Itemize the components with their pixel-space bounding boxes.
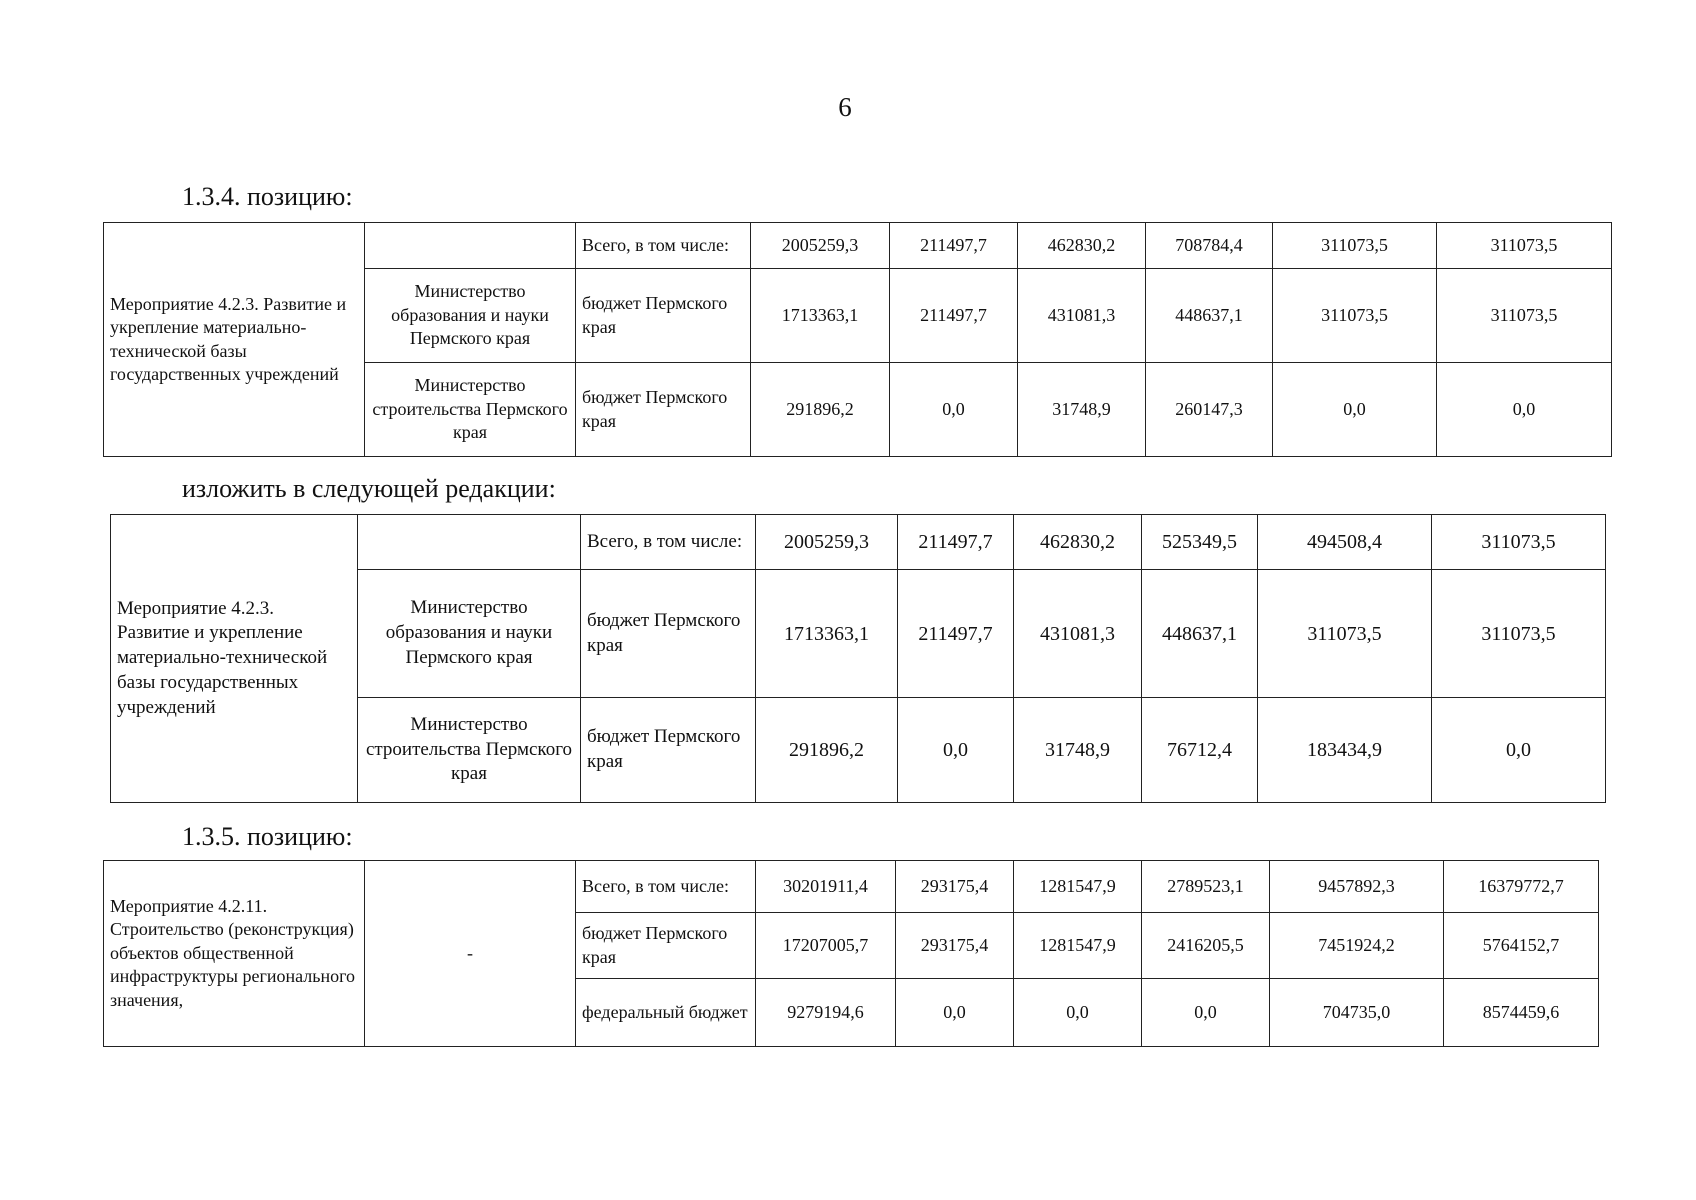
value-cell: 2005259,3 (756, 515, 898, 570)
value-cell: 7451924,2 (1270, 913, 1444, 979)
org-cell (365, 223, 576, 269)
value-cell: 2416205,5 (1142, 913, 1270, 979)
value-cell: 9457892,3 (1270, 861, 1444, 913)
event-name-cell: Мероприятие 4.2.3. Развитие и укрепление материально-технической базы государственных учреждений (111, 515, 358, 803)
value-cell: 708784,4 (1146, 223, 1273, 269)
section-heading-1-3-5: 1.3.5. позицию: (182, 822, 353, 851)
value-cell: 2789523,1 (1142, 861, 1270, 913)
value-cell: 211497,7 (898, 570, 1014, 698)
table-position-new-edition (110, 514, 1606, 803)
value-cell: 17207005,7 (756, 913, 896, 979)
source-cell: бюджет Пермского края (576, 913, 756, 979)
value-cell: 311073,5 (1432, 515, 1606, 570)
section-heading-new-edition: изложить в следующей редакции: (182, 474, 556, 503)
value-cell: 16379772,7 (1444, 861, 1599, 913)
value-cell: 0,0 (1014, 979, 1142, 1047)
value-cell: 0,0 (1432, 698, 1606, 803)
value-cell: 704735,0 (1270, 979, 1444, 1047)
value-cell: 462830,2 (1014, 515, 1142, 570)
table-position-original (103, 222, 1612, 457)
source-cell: бюджет Пермского края (576, 363, 751, 457)
value-cell: 448637,1 (1146, 269, 1273, 363)
value-cell: 525349,5 (1142, 515, 1258, 570)
value-cell: 311073,5 (1437, 223, 1612, 269)
value-cell: 31748,9 (1018, 363, 1146, 457)
value-cell: 2005259,3 (751, 223, 890, 269)
source-cell: Всего, в том числе: (576, 861, 756, 913)
value-cell: 211497,7 (898, 515, 1014, 570)
value-cell: 311073,5 (1258, 570, 1432, 698)
value-cell: 5764152,7 (1444, 913, 1599, 979)
org-cell: Министерство строительства Пермского края (365, 363, 576, 457)
value-cell: 311073,5 (1273, 223, 1437, 269)
source-cell: федеральный бюджет (576, 979, 756, 1047)
value-cell: 1713363,1 (751, 269, 890, 363)
value-cell: 1713363,1 (756, 570, 898, 698)
value-cell: 8574459,6 (1444, 979, 1599, 1047)
table-row (111, 515, 1606, 570)
value-cell: 0,0 (1142, 979, 1270, 1047)
value-cell: 431081,3 (1014, 570, 1142, 698)
page-number: 6 (838, 92, 852, 122)
source-cell: Всего, в том числе: (581, 515, 756, 570)
value-cell: 0,0 (890, 363, 1018, 457)
source-cell: Всего, в том числе: (576, 223, 751, 269)
org-cell: Министерство строительства Пермского края (358, 698, 581, 803)
value-cell: 183434,9 (1258, 698, 1432, 803)
value-cell: 31748,9 (1014, 698, 1142, 803)
value-cell: 448637,1 (1142, 570, 1258, 698)
value-cell: 311073,5 (1273, 269, 1437, 363)
value-cell: 211497,7 (890, 223, 1018, 269)
value-cell: 1281547,9 (1014, 913, 1142, 979)
value-cell: 462830,2 (1018, 223, 1146, 269)
org-cell (358, 515, 581, 570)
value-cell: 311073,5 (1437, 269, 1612, 363)
value-cell: 260147,3 (1146, 363, 1273, 457)
value-cell: 0,0 (898, 698, 1014, 803)
table-position-1-3-5 (103, 860, 1599, 1047)
org-cell: Министерство образования и науки Пермского края (365, 269, 576, 363)
source-cell: бюджет Пермского края (581, 570, 756, 698)
value-cell: 76712,4 (1142, 698, 1258, 803)
source-cell: бюджет Пермского края (576, 269, 751, 363)
value-cell: 293175,4 (896, 913, 1014, 979)
org-cell: Министерство образования и науки Пермского края (358, 570, 581, 698)
section-heading-1-3-4: 1.3.4. позицию: (182, 182, 353, 211)
value-cell: 293175,4 (896, 861, 1014, 913)
value-cell: 1281547,9 (1014, 861, 1142, 913)
value-cell: 0,0 (1273, 363, 1437, 457)
value-cell: 291896,2 (751, 363, 890, 457)
event-name-cell: Мероприятие 4.2.3. Развитие и укрепление материально-технической базы государственных учреждений (104, 223, 365, 457)
table-row (104, 861, 1599, 913)
table-row (104, 223, 1612, 269)
value-cell: 30201911,4 (756, 861, 896, 913)
value-cell: 291896,2 (756, 698, 898, 803)
value-cell: 311073,5 (1432, 570, 1606, 698)
value-cell: 9279194,6 (756, 979, 896, 1047)
event-name-cell: Мероприятие 4.2.11. Строительство (реконструкция) объектов общественной инфраструктуры регионального значения, (104, 861, 365, 1047)
value-cell: 431081,3 (1018, 269, 1146, 363)
value-cell: 0,0 (896, 979, 1014, 1047)
org-cell: - (365, 861, 576, 1047)
value-cell: 494508,4 (1258, 515, 1432, 570)
source-cell: бюджет Пермского края (581, 698, 756, 803)
value-cell: 0,0 (1437, 363, 1612, 457)
value-cell: 211497,7 (890, 269, 1018, 363)
